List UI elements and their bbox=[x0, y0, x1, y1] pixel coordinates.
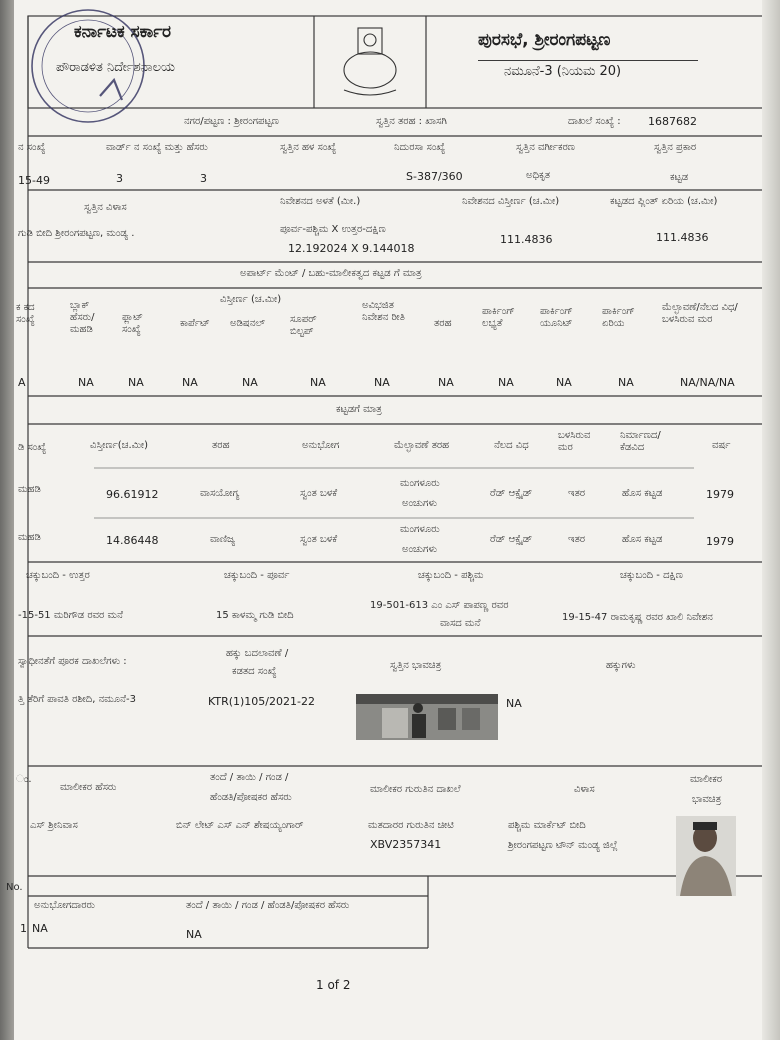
owner-id-label: ಮಾಲೀಕರ ಗುರುತಿನ ದಾಖಲೆ bbox=[370, 784, 461, 795]
wood-type: ಇತರ bbox=[568, 534, 586, 545]
owner-id-type: ಮತದಾರರ ಗುರುತಿನ ಚೀಟಿ bbox=[368, 820, 454, 831]
header-ward: ವಾರ್ಡ್ ನ ಸಂಖ್ಯೆ ಮತ್ತು ಹೆಸರು bbox=[106, 142, 208, 153]
apartment-col-1: ಕ ಕದ ಸಂಖ್ಯೆ bbox=[16, 302, 35, 325]
apartment-col-10: ಪಾರ್ಕಿಂಗ್ ಯೂನಿಟ್ bbox=[540, 306, 573, 329]
direction-text: ಪೂರ್ವ-ಪಶ್ಚಿಮ X ಉತ್ತರ-ದಕ್ಷಿಣ bbox=[280, 224, 386, 235]
building-col-year: ವರ್ಷ bbox=[712, 440, 731, 451]
header-category: ಸ್ವತ್ತಿನ ಪ್ರಕಾರ bbox=[654, 142, 697, 153]
apartment-col-4: ಕಾರ್ಪೆಟ್ bbox=[180, 318, 210, 329]
category: ಕಟ್ಟಡ bbox=[670, 172, 689, 183]
boundary-west-label: ಚಕ್ಕುಬಂದಿ - ಪಶ್ಚಿಮ bbox=[418, 570, 484, 581]
boundary-north: -15-51 ಮರಿಗೌಡ ರವರ ಮನೆ bbox=[18, 610, 123, 621]
roof-type-line1: ಮಂಗಳೂರು bbox=[400, 524, 440, 535]
apartment-val-10: NA bbox=[556, 376, 572, 389]
building-col-roof: ಮೆಲ್ಛಾವಣೆ ತರಹ bbox=[394, 440, 450, 451]
apartment-val-6: NA bbox=[310, 376, 326, 389]
site-area: 111.4836 bbox=[500, 233, 553, 246]
apartment-col-12: ಮೆಲ್ಛಾವಣೆ/ನೆಲದ ವಿಧ/ಬಳಸಿರುವ ಮರ bbox=[662, 302, 738, 325]
property-no: 15-49 bbox=[18, 174, 50, 187]
occupant-name-label: ಅನುಭೋಗದಾರರು bbox=[34, 900, 95, 911]
owner-id-number: XBV2357341 bbox=[370, 838, 442, 851]
owner-photo bbox=[676, 816, 736, 896]
owner-address-label: ವಿಳಾಸ bbox=[574, 784, 595, 795]
building-section-title: ಕಟ್ಟಡಗೆ ಮಾತ್ರ bbox=[336, 404, 382, 415]
occupant-no: 1 bbox=[20, 922, 27, 935]
property-photo bbox=[356, 694, 498, 740]
apartment-val-3: NA bbox=[128, 376, 144, 389]
apartment-section-title: ಅಪಾರ್ಟ್ ಮೆಂಟ್ / ಬಹು-ಮಾಲೀಕತ್ವದ ಕಟ್ಟಡ ಗೆ ಮಾತ್ರ bbox=[240, 268, 422, 279]
apartment-col-7: ಅವಿಭಜಿತ ನಿವೇಶನ ರೀತಿ bbox=[362, 300, 405, 323]
relation-label-line2: ಹೆಂಡತಿ/ಪೋಷಕರ ಹೆಸರು bbox=[210, 792, 292, 803]
apartment-val-2: NA bbox=[78, 376, 94, 389]
header-old-no: ಸ್ವತ್ತಿನ ಹಳ ಸಂಖ್ಯೆ bbox=[280, 142, 337, 153]
building-col-area: ವಿಸ್ತೀರ್ಣ(ಚ.ಮೀ) bbox=[90, 440, 149, 451]
apartment-val-5: NA bbox=[242, 376, 258, 389]
record-number: 1687682 bbox=[648, 115, 697, 128]
directorate-title: ಪೌರಾಡಳಿತ ನಿರ್ದೇಶನಾಲಯ bbox=[56, 60, 175, 75]
boundary-west-line1: 19-501-613 ಎಂ ಎಸ್ ಪಾಪಣ್ಣ ರವರ bbox=[370, 600, 509, 611]
header-classification: ಸ್ವತ್ತಿನ ವರ್ಗೀಕರಣ bbox=[516, 142, 575, 153]
apartment-area-label: ವಿಸ್ತೀರ್ಣ (ಚ.ಮೀ) bbox=[220, 294, 282, 305]
roof-type-line2: ಅಂಚುಗಳು bbox=[402, 544, 438, 555]
site-dimensions: 12.192024 X 9.144018 bbox=[288, 242, 415, 255]
floor-area: 14.86448 bbox=[106, 534, 159, 547]
header-survey-no: ನಿದುರಸಾ ಸಂಖ್ಯೆ bbox=[394, 142, 446, 153]
occupant-relation-label: ತಂದೆ / ತಾಯಿ / ಗಂಡ / ಹೆಂಡತಿ/ಪೋಷಕರ ಹೆಸರು bbox=[186, 900, 350, 911]
building-type: ವಾಸಯೋಗ್ಯ bbox=[200, 488, 240, 499]
apartment-col-8: ತರಹ bbox=[434, 318, 452, 329]
documents-value: ತ್ತಿ ತೆರಿಗೆ ಪಾವತಿ ರಶೀದಿ, ನಮೂನೆ-3 bbox=[18, 694, 136, 705]
ward-no: 3 bbox=[116, 172, 123, 185]
occupant-no-label: No. bbox=[6, 882, 23, 893]
owner-photo-label-line1: ಮಾಲೀಕರ bbox=[690, 774, 723, 785]
apartment-col-6: ಸೂಪರ್ ಬಿಲ್ಟಪ್ bbox=[290, 314, 317, 337]
floor-type: ರೆಡ್ ಆಕ್ಸೈಡ್ bbox=[490, 534, 533, 545]
building-col-wood: ಬಳಸಿರುವ ಮರ bbox=[558, 430, 591, 453]
apartment-val-1: A bbox=[18, 376, 26, 389]
apartment-col-9: ಪಾರ್ಕಿಂಗ್ ಲಭ್ಯತೆ bbox=[482, 306, 515, 329]
site-dims-label: ನಿವೇಶನದ ಅಳತೆ (ಮೀ.) bbox=[280, 196, 361, 207]
building-use: ಸ್ವಂತ ಬಳಕೆ bbox=[300, 488, 338, 499]
owner-photo-label-line2: ಭಾವಚಿತ್ರ bbox=[692, 794, 722, 805]
transfer-label-line1: ಹಕ್ಕು ಬದಲಾವಣೆ / bbox=[226, 648, 289, 659]
apartment-val-9: NA bbox=[498, 376, 514, 389]
boundary-south-label: ಚಕ್ಕುಬಂದಿ - ದಕ್ಷಿಣ bbox=[620, 570, 683, 581]
rights-label: ಹಕ್ಕುಗಳು bbox=[606, 660, 636, 671]
building-col-use: ಅನುಭೋಗ bbox=[302, 440, 340, 451]
floor: ಮಹಡಿ bbox=[18, 484, 41, 495]
document-page bbox=[6, 0, 780, 1040]
title-underline bbox=[478, 60, 698, 61]
form-title: ನಮೂನೆ-3 (ನಿಯಮ 20) bbox=[504, 64, 622, 79]
building-col-type: ತರಹ bbox=[212, 440, 230, 451]
relation-label-line1: ತಂದೆ / ತಾಯಿ / ಗಂಡ / bbox=[210, 772, 289, 783]
roof-type-line2: ಅಂಚುಗಳು bbox=[402, 498, 438, 509]
property-type-label: ಸ್ವತ್ತಿನ ತರಹ : ಖಾಸಗಿ bbox=[376, 116, 447, 127]
boundary-east: 15 ಕಾಳಮ್ಮ ಗುಡಿ ಬೀದಿ bbox=[216, 610, 294, 621]
boundary-east-label: ಚಕ್ಕುಬಂದಿ - ಪೂರ್ವ bbox=[224, 570, 290, 581]
property-photo-label: ಸ್ವತ್ತಿನ ಭಾವಚಿತ್ರ bbox=[390, 660, 442, 671]
property-address: ಗುಡಿ ಬೀದಿ ಶ್ರೀರಂಗಪಟ್ಟಣ, ಮಂಡ್ಯ . bbox=[18, 228, 135, 239]
apartment-col-11: ಪಾರ್ಕಿಂಗ್ ಏರಿಯ bbox=[602, 306, 635, 329]
record-label: ದಾಖಲೆ ಸಂಖ್ಯೆ : bbox=[568, 116, 621, 127]
occupant-name: NA bbox=[32, 922, 48, 935]
building-type: ವಾಣಿಜ್ಯ bbox=[210, 534, 236, 545]
transfer-label-line2: ಕಡತದ ಸಂಖ್ಯೆ bbox=[232, 666, 277, 677]
floor: ಮಹಡಿ bbox=[18, 532, 41, 543]
wood-type: ಇತರ bbox=[568, 488, 586, 499]
apartment-val-12: NA/NA/NA bbox=[680, 376, 735, 389]
floor-area: 96.61912 bbox=[106, 488, 159, 501]
construction-year: 1979 bbox=[706, 488, 734, 501]
survey-no: S-387/360 bbox=[406, 170, 463, 183]
plinth-area-label: ಕಟ್ಟಡದ ಪ್ಲಿಂತ್ ಏರಿಯ (ಚ.ಮೀ) bbox=[610, 196, 718, 207]
owner-relation: ಬಿನ್ ಲೇಟ್ ಎಸ್ ಎನ್ ಶೇಷಯ್ಯಂಗಾರ್ bbox=[176, 820, 304, 831]
owner-address-line1: ಪಶ್ಚಿಮ ಮಾರ್ಕೆಟ್ ಬೀದಿ bbox=[508, 820, 586, 831]
documents-label: ಸ್ವಾಧೀನತೆಗೆ ಪೂರಕ ದಾಖಲೆಗಳು : bbox=[18, 656, 127, 667]
building-col-floor: ಡಿ ಸಂಖ್ಯೆ bbox=[18, 442, 47, 453]
owner-no-label: ಂ. bbox=[16, 774, 32, 785]
rights-value: NA bbox=[506, 697, 522, 710]
owner-address-line2: ಶ್ರೀರಂಗಪಟ್ಟಣ ಟೌನ್ ಮಂಡ್ಯ ಜಿಲ್ಲೆ bbox=[508, 840, 618, 851]
state-emblem bbox=[344, 28, 396, 95]
city-label: ನಗರ/ಪಟ್ಟಣ : ಶ್ರೀರಂಗಪಟ್ಟಣ bbox=[184, 116, 279, 127]
next-page-edge bbox=[762, 0, 780, 1040]
site-area-label: ನಿವೇಶನದ ವಿಸ್ತೀರ್ಣ (ಚ.ಮೀ) bbox=[462, 196, 560, 207]
construction-status: ಹೊಸ ಕಟ್ಟಡ bbox=[622, 534, 663, 545]
floor-type: ರೆಡ್ ಆಕ್ಸೈಡ್ bbox=[490, 488, 533, 499]
owner-name: ಎಸ್ ಶ್ರೀನಿವಾಸ bbox=[30, 820, 78, 831]
page-number: 1 of 2 bbox=[316, 978, 351, 992]
apartment-val-7: NA bbox=[374, 376, 390, 389]
boundary-south: 19-15-47 ರಾಮಕೃಷ್ಣ ರವರ ಖಾಲಿ ನಿವೇಶನ bbox=[562, 612, 713, 623]
header-property-no: ನ ಸಂಖ್ಯೆ bbox=[18, 142, 46, 153]
construction-year: 1979 bbox=[706, 535, 734, 548]
apartment-val-8: NA bbox=[438, 376, 454, 389]
owner-name-label: ಮಾಲೀಕರ ಹೆಸರು bbox=[60, 782, 117, 793]
file-number: KTR(1)105/2021-22 bbox=[208, 695, 315, 708]
boundary-north-label: ಚಕ್ಕುಬಂದಿ - ಉತ್ತರ bbox=[26, 570, 90, 581]
occupant-relation: NA bbox=[186, 928, 202, 941]
municipality-title: ಪುರಸಭೆ, ಶ್ರೀರಂಗಪಟ್ಟಣ bbox=[478, 30, 611, 50]
apartment-val-11: NA bbox=[618, 376, 634, 389]
construction-status: ಹೊಸ ಕಟ್ಟಡ bbox=[622, 488, 663, 499]
building-col-construction: ನಿರ್ಮಾಣದ/ ಕೆಡವಿದ bbox=[620, 430, 661, 453]
building-col-floor-type: ನೆಲದ ವಿಧ bbox=[494, 440, 529, 451]
table-grid bbox=[14, 0, 780, 1040]
building-use: ಸ್ವಂತ ಬಳಕೆ bbox=[300, 534, 338, 545]
classification: ಅಧಿಕೃತ bbox=[526, 170, 551, 181]
roof-type-line1: ಮಂಗಳೂರು bbox=[400, 478, 440, 489]
govt-title: ಕರ್ನಾಟಕ ಸರ್ಕಾರ bbox=[74, 22, 172, 42]
apartment-col-2: ಬ್ಲಾಕ್ ಹೆಸರು/ ಮಹಡಿ bbox=[70, 300, 95, 335]
address-label: ಸ್ವತ್ತಿನ ವಿಳಾಸ bbox=[84, 202, 127, 213]
apartment-col-3: ಫ್ಲಾಟ್ ಸಂಖ್ಯೆ bbox=[122, 312, 143, 335]
apartment-col-5: ಅಡಿಷನಲ್ bbox=[230, 318, 265, 329]
plinth-area: 111.4836 bbox=[656, 231, 709, 244]
old-no: 3 bbox=[200, 172, 207, 185]
boundary-west-line2: ವಾಸದ ಮನೆ bbox=[440, 618, 481, 629]
apartment-val-4: NA bbox=[182, 376, 198, 389]
